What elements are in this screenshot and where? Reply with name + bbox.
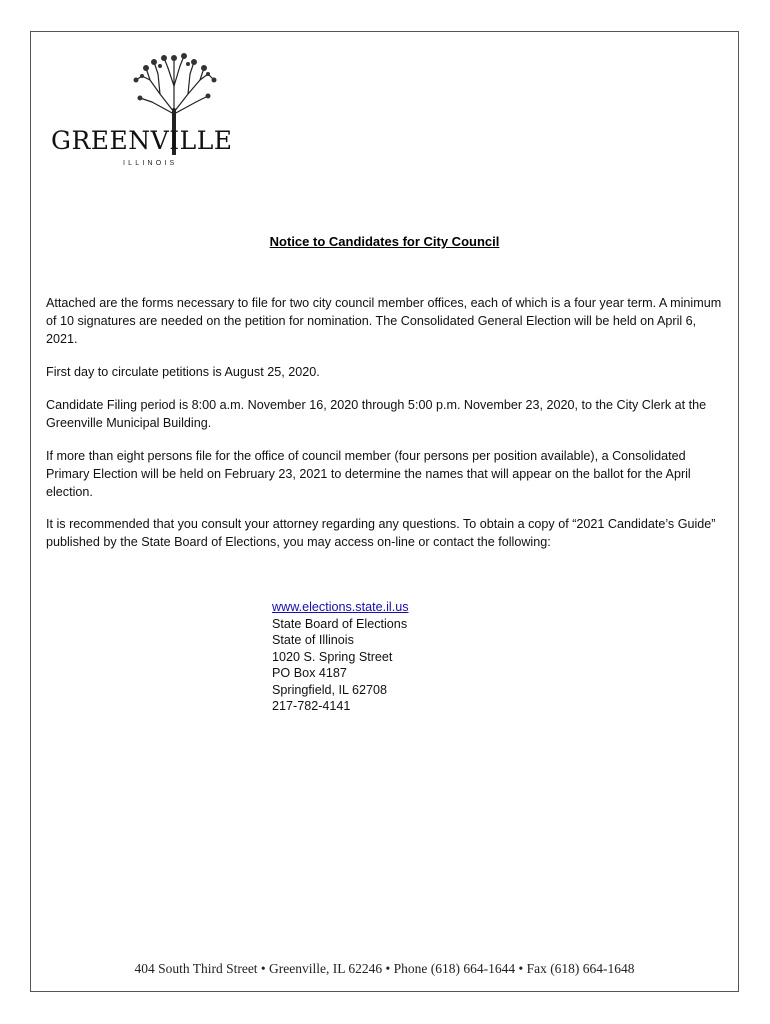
notice-title: Notice to Candidates for City Council xyxy=(269,234,500,249)
document-page xyxy=(30,31,739,992)
paragraph-first-day: First day to circulate petitions is August 25, 2020. xyxy=(46,365,320,379)
contact-line: Springfield, IL 62708 xyxy=(272,682,388,697)
contact-block xyxy=(272,599,409,715)
contact-line: State of Illinois xyxy=(272,633,354,647)
footer-address: 404 South Third Street • Greenville, IL 62246 • Phone (618) 664-1644 • Fax (618) 664-1648 xyxy=(134,961,635,976)
greenville-logo xyxy=(51,50,233,167)
contact-line: 1020 S. Spring Street xyxy=(272,649,393,664)
paragraph-forms: Attached are the forms necessary to file for two city council member offices, each of which is a four year term. A minimum of 10 signatures are needed on the petition for nomination. The Consolidated General Election will be held on April 6, 2021. xyxy=(46,296,722,346)
contact-line: PO Box 4187 xyxy=(272,666,347,680)
contact-line: 217-782-4141 xyxy=(272,699,351,713)
state-name: ILLINOIS xyxy=(123,160,178,167)
paragraph-filing-period: Candidate Filing period is 8:00 a.m. November 16, 2020 through 5:00 p.m. November 23, 2020, to the City Clerk at the Greenville Municipal Building. xyxy=(46,398,707,430)
paragraph-primary-election: If more than eight persons file for the office of council member (four persons per position available), a Consolidated Primary Election will be held on February 23, 2021 to determine the names that will appear on the ballot for the April election. xyxy=(46,449,691,499)
city-name: GREENVILLE xyxy=(51,126,233,155)
paragraph-recommendation: It is recommended that you consult your attorney regarding any questions. To obtain a copy of “2021 Candidate’s Guide” published by the State Board of Elections, you may access on-line or contact the following: xyxy=(46,517,716,549)
contact-line: State Board of Elections xyxy=(272,616,408,631)
elections-website-link[interactable]: www.elections.state.il.us xyxy=(272,600,409,614)
